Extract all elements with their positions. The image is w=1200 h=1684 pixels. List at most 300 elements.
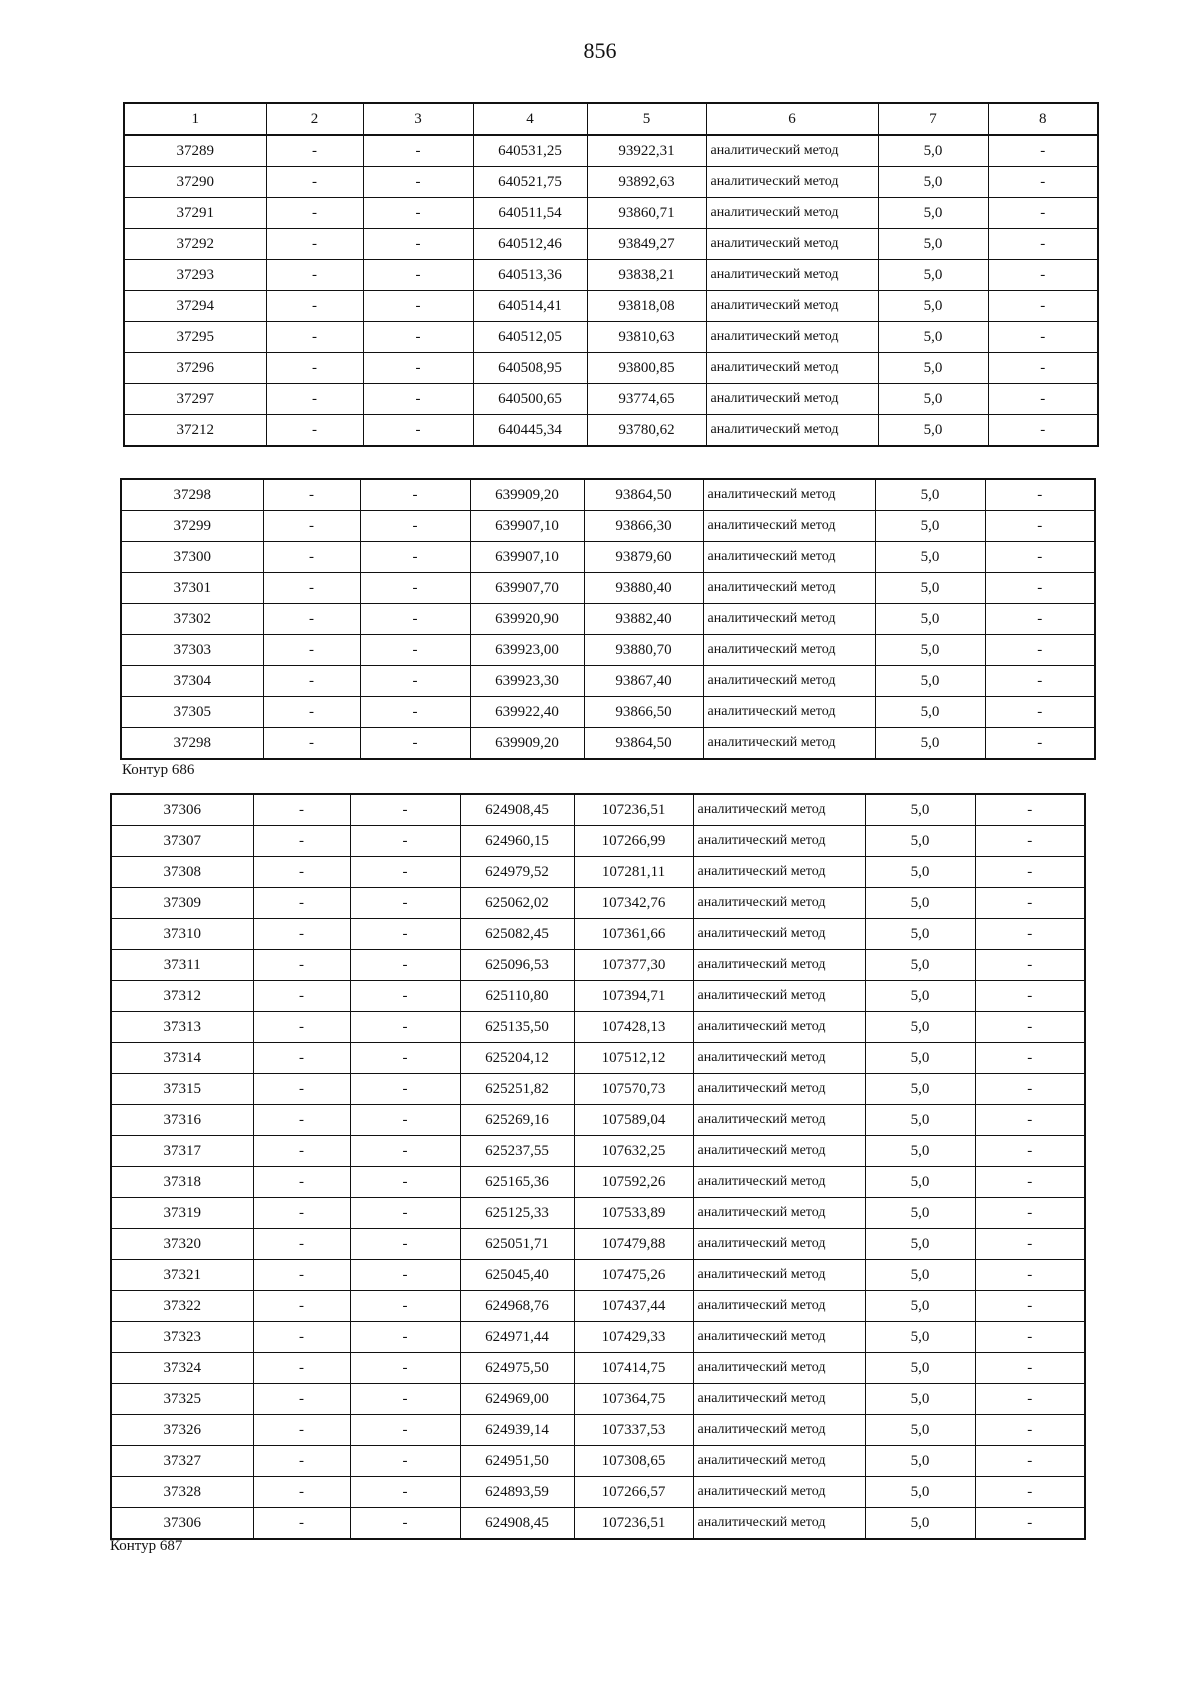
table-cell: 5,0 xyxy=(865,1198,975,1229)
table-cell: 37307 xyxy=(111,826,253,857)
method-cell: аналитический метод xyxy=(706,229,878,260)
contour-label: Контур 687 xyxy=(110,1538,183,1554)
table-cell: 37311 xyxy=(111,950,253,981)
table-cell: 5,0 xyxy=(865,981,975,1012)
table-cell: - xyxy=(975,1477,1085,1508)
method-cell: аналитический метод xyxy=(693,1508,865,1540)
table-row xyxy=(124,353,1098,384)
table-cell: 107337,53 xyxy=(574,1415,693,1446)
table-cell: 93860,71 xyxy=(587,198,706,229)
table-cell: 37298 xyxy=(121,728,263,760)
table-row xyxy=(111,1508,1085,1540)
table-cell: - xyxy=(253,1105,350,1136)
table-row xyxy=(124,384,1098,415)
table-cell: 37321 xyxy=(111,1260,253,1291)
table-cell: 5,0 xyxy=(875,697,985,728)
table-row xyxy=(121,697,1095,728)
table-cell: 93866,50 xyxy=(584,697,703,728)
table-cell: - xyxy=(975,1198,1085,1229)
table-row xyxy=(111,1012,1085,1043)
table-cell: 37294 xyxy=(124,291,266,322)
table-cell: 5,0 xyxy=(865,1012,975,1043)
table-cell: 640500,65 xyxy=(473,384,587,415)
table-cell: - xyxy=(363,135,473,167)
table-cell: 93922,31 xyxy=(587,135,706,167)
table-cell: - xyxy=(350,1105,460,1136)
table-cell: - xyxy=(975,826,1085,857)
table-row xyxy=(111,1167,1085,1198)
table-row xyxy=(111,1415,1085,1446)
table-row xyxy=(111,1105,1085,1136)
table-row xyxy=(111,826,1085,857)
table-cell: - xyxy=(350,1043,460,1074)
table-cell: - xyxy=(988,229,1098,260)
table-cell: 107570,73 xyxy=(574,1074,693,1105)
method-cell: аналитический метод xyxy=(693,888,865,919)
table-cell: - xyxy=(266,135,363,167)
header-cell: 8 xyxy=(988,103,1098,135)
table-row xyxy=(124,260,1098,291)
table-cell: 625125,33 xyxy=(460,1198,574,1229)
method-cell: аналитический метод xyxy=(706,198,878,229)
table-cell: 625165,36 xyxy=(460,1167,574,1198)
table-row xyxy=(111,1291,1085,1322)
table-cell: 5,0 xyxy=(865,888,975,919)
table-cell: - xyxy=(988,415,1098,447)
table-row xyxy=(121,573,1095,604)
table-cell: 640514,41 xyxy=(473,291,587,322)
table-row xyxy=(111,1136,1085,1167)
table-cell: - xyxy=(253,1074,350,1105)
table-cell: 37299 xyxy=(121,511,263,542)
table-cell: 37300 xyxy=(121,542,263,573)
table-cell: 625204,12 xyxy=(460,1043,574,1074)
method-cell: аналитический метод xyxy=(693,1012,865,1043)
table-cell: - xyxy=(253,1043,350,1074)
table-cell: 624975,50 xyxy=(460,1353,574,1384)
table-cell: 37325 xyxy=(111,1384,253,1415)
table-cell: - xyxy=(350,1384,460,1415)
table-cell: 37305 xyxy=(121,697,263,728)
table-cell: - xyxy=(350,1167,460,1198)
table-cell: - xyxy=(266,198,363,229)
table-cell: 107479,88 xyxy=(574,1229,693,1260)
table-cell: - xyxy=(266,229,363,260)
table-cell: 640513,36 xyxy=(473,260,587,291)
table-cell: - xyxy=(985,728,1095,760)
table-cell: 5,0 xyxy=(875,479,985,511)
table-cell: - xyxy=(975,1105,1085,1136)
header-cell: 5 xyxy=(587,103,706,135)
table-cell: - xyxy=(975,1136,1085,1167)
table-cell: 625269,16 xyxy=(460,1105,574,1136)
table-cell: 639907,10 xyxy=(470,542,584,573)
table-cell: 5,0 xyxy=(865,1291,975,1322)
table-cell: 37315 xyxy=(111,1074,253,1105)
table-cell: 5,0 xyxy=(875,604,985,635)
table-cell: - xyxy=(253,1415,350,1446)
table-cell: 640512,05 xyxy=(473,322,587,353)
table-cell: 93892,63 xyxy=(587,167,706,198)
table-cell: - xyxy=(360,604,470,635)
table-cell: - xyxy=(988,135,1098,167)
table-cell: - xyxy=(263,511,360,542)
table-cell: - xyxy=(985,479,1095,511)
table-cell: 5,0 xyxy=(865,1322,975,1353)
table-row xyxy=(124,198,1098,229)
table-cell: 625251,82 xyxy=(460,1074,574,1105)
method-cell: аналитический метод xyxy=(693,857,865,888)
table-cell: - xyxy=(263,666,360,697)
table-cell: 107377,30 xyxy=(574,950,693,981)
table-cell: 5,0 xyxy=(865,1229,975,1260)
method-cell: аналитический метод xyxy=(703,479,875,511)
table-cell: - xyxy=(253,1198,350,1229)
table-cell: 5,0 xyxy=(865,1105,975,1136)
table-cell: 5,0 xyxy=(865,950,975,981)
table-cell: - xyxy=(266,353,363,384)
table-cell: - xyxy=(263,542,360,573)
table-cell: 624908,45 xyxy=(460,794,574,826)
table-cell: 37291 xyxy=(124,198,266,229)
table-row xyxy=(124,415,1098,447)
table-cell: 5,0 xyxy=(865,826,975,857)
method-cell: аналитический метод xyxy=(703,604,875,635)
table-cell: 93864,50 xyxy=(584,479,703,511)
table-cell: 37316 xyxy=(111,1105,253,1136)
table-cell: - xyxy=(363,353,473,384)
table-row xyxy=(124,135,1098,167)
table-cell: - xyxy=(988,291,1098,322)
table-cell: - xyxy=(263,697,360,728)
method-cell: аналитический метод xyxy=(706,167,878,198)
table-cell: 5,0 xyxy=(865,1074,975,1105)
table-cell: 5,0 xyxy=(875,728,985,760)
table-cell: - xyxy=(360,666,470,697)
table-cell: - xyxy=(975,1012,1085,1043)
table-row xyxy=(111,1043,1085,1074)
method-cell: аналитический метод xyxy=(706,353,878,384)
table-cell: - xyxy=(253,1508,350,1540)
table-cell: - xyxy=(253,1167,350,1198)
table-cell: 107342,76 xyxy=(574,888,693,919)
table-cell: - xyxy=(350,1260,460,1291)
table-cell: 93838,21 xyxy=(587,260,706,291)
header-cell: 2 xyxy=(266,103,363,135)
header-cell: 1 xyxy=(124,103,266,135)
table-cell: - xyxy=(360,573,470,604)
table-cell: 639907,70 xyxy=(470,573,584,604)
table-cell: - xyxy=(988,384,1098,415)
table-cell: - xyxy=(975,1043,1085,1074)
table-cell: - xyxy=(253,888,350,919)
method-cell: аналитический метод xyxy=(703,697,875,728)
coordinates-table-3 xyxy=(110,793,1086,1540)
table-cell: - xyxy=(975,1353,1085,1384)
table-cell: - xyxy=(350,794,460,826)
table-row xyxy=(124,167,1098,198)
method-cell: аналитический метод xyxy=(693,1167,865,1198)
method-cell: аналитический метод xyxy=(706,384,878,415)
table-cell: 37298 xyxy=(121,479,263,511)
table-cell: 37313 xyxy=(111,1012,253,1043)
table-row xyxy=(111,1229,1085,1260)
table-cell: - xyxy=(360,479,470,511)
table-row xyxy=(121,542,1095,573)
method-cell: аналитический метод xyxy=(706,135,878,167)
table-cell: 107281,11 xyxy=(574,857,693,888)
table-cell: - xyxy=(253,950,350,981)
table-cell: 639909,20 xyxy=(470,728,584,760)
table-cell: 624939,14 xyxy=(460,1415,574,1446)
table-cell: 5,0 xyxy=(865,1477,975,1508)
table-cell: - xyxy=(363,167,473,198)
table-cell: 624968,76 xyxy=(460,1291,574,1322)
table-cell: 37290 xyxy=(124,167,266,198)
table-cell: - xyxy=(253,1291,350,1322)
table-cell: - xyxy=(975,1074,1085,1105)
table-cell: 5,0 xyxy=(865,857,975,888)
table-cell: - xyxy=(263,635,360,666)
table-cell: 640531,25 xyxy=(473,135,587,167)
table-row xyxy=(111,1477,1085,1508)
table-cell: - xyxy=(985,604,1095,635)
table-cell: - xyxy=(975,950,1085,981)
table-cell: - xyxy=(363,291,473,322)
table-cell: 93818,08 xyxy=(587,291,706,322)
table-cell: - xyxy=(363,322,473,353)
table-cell: - xyxy=(363,229,473,260)
method-cell: аналитический метод xyxy=(693,1074,865,1105)
method-cell: аналитический метод xyxy=(693,981,865,1012)
table-cell: - xyxy=(360,697,470,728)
table-row xyxy=(124,229,1098,260)
table-cell: 639922,40 xyxy=(470,697,584,728)
table-cell: 107632,25 xyxy=(574,1136,693,1167)
method-cell: аналитический метод xyxy=(693,1260,865,1291)
coordinates-table-1 xyxy=(123,102,1099,447)
table-cell: 37295 xyxy=(124,322,266,353)
table-cell: 37306 xyxy=(111,1508,253,1540)
table-row xyxy=(121,604,1095,635)
table-cell: - xyxy=(985,573,1095,604)
method-cell: аналитический метод xyxy=(693,1136,865,1167)
table-cell: 107533,89 xyxy=(574,1198,693,1229)
table-cell: - xyxy=(253,1353,350,1384)
table-cell: - xyxy=(985,666,1095,697)
method-cell: аналитический метод xyxy=(693,1384,865,1415)
method-cell: аналитический метод xyxy=(693,1415,865,1446)
table-cell: - xyxy=(988,198,1098,229)
header-cell: 7 xyxy=(878,103,988,135)
table-cell: - xyxy=(350,1291,460,1322)
table-cell: 624971,44 xyxy=(460,1322,574,1353)
table-cell: - xyxy=(350,1415,460,1446)
table-cell: 5,0 xyxy=(878,322,988,353)
header-cell: 3 xyxy=(363,103,473,135)
table-row xyxy=(124,322,1098,353)
table-cell: 5,0 xyxy=(878,353,988,384)
table-cell: 37320 xyxy=(111,1229,253,1260)
method-cell: аналитический метод xyxy=(703,635,875,666)
table-header-row xyxy=(124,103,1098,135)
table-cell: - xyxy=(266,415,363,447)
table-cell: 5,0 xyxy=(875,511,985,542)
table-cell: 5,0 xyxy=(875,573,985,604)
table-row xyxy=(124,291,1098,322)
table-cell: 37308 xyxy=(111,857,253,888)
table-cell: 107266,57 xyxy=(574,1477,693,1508)
method-cell: аналитический метод xyxy=(693,794,865,826)
table-cell: - xyxy=(975,857,1085,888)
method-cell: аналитический метод xyxy=(703,573,875,604)
table-cell: 5,0 xyxy=(878,384,988,415)
table-cell: 639907,10 xyxy=(470,511,584,542)
table-row xyxy=(111,794,1085,826)
table-cell: - xyxy=(253,1384,350,1415)
table-cell: 624979,52 xyxy=(460,857,574,888)
table-row xyxy=(121,666,1095,697)
table-cell: 37326 xyxy=(111,1415,253,1446)
table-row xyxy=(111,888,1085,919)
table-cell: 37318 xyxy=(111,1167,253,1198)
table-cell: 624893,59 xyxy=(460,1477,574,1508)
table-cell: 624969,00 xyxy=(460,1384,574,1415)
method-cell: аналитический метод xyxy=(706,291,878,322)
header-cell: 4 xyxy=(473,103,587,135)
table-cell: 107266,99 xyxy=(574,826,693,857)
table-cell: 640508,95 xyxy=(473,353,587,384)
table-cell: - xyxy=(253,826,350,857)
table-cell: 639920,90 xyxy=(470,604,584,635)
table-cell: - xyxy=(988,167,1098,198)
method-cell: аналитический метод xyxy=(703,728,875,760)
table-cell: 5,0 xyxy=(865,1415,975,1446)
table-cell: 37322 xyxy=(111,1291,253,1322)
table-cell: - xyxy=(263,604,360,635)
table-cell: - xyxy=(253,1229,350,1260)
method-cell: аналитический метод xyxy=(693,826,865,857)
table-cell: - xyxy=(975,1322,1085,1353)
table-cell: - xyxy=(350,1353,460,1384)
table-cell: 625135,50 xyxy=(460,1012,574,1043)
table-cell: 5,0 xyxy=(865,1446,975,1477)
method-cell: аналитический метод xyxy=(706,415,878,447)
table-cell: - xyxy=(350,919,460,950)
table-cell: 5,0 xyxy=(865,794,975,826)
table-cell: 5,0 xyxy=(878,291,988,322)
table-cell: 640445,34 xyxy=(473,415,587,447)
table-cell: 107429,33 xyxy=(574,1322,693,1353)
table-cell: 639909,20 xyxy=(470,479,584,511)
table-cell: 5,0 xyxy=(865,1353,975,1384)
table-cell: 37304 xyxy=(121,666,263,697)
table-cell: - xyxy=(253,1322,350,1353)
table-cell: 93880,40 xyxy=(584,573,703,604)
table-cell: 93880,70 xyxy=(584,635,703,666)
table-row xyxy=(111,1074,1085,1105)
table-cell: 93774,65 xyxy=(587,384,706,415)
table-cell: 5,0 xyxy=(865,1167,975,1198)
table-cell: 37303 xyxy=(121,635,263,666)
table-cell: 37212 xyxy=(124,415,266,447)
table-cell: - xyxy=(350,1198,460,1229)
table-cell: 5,0 xyxy=(878,260,988,291)
table-row xyxy=(111,857,1085,888)
table-cell: 107512,12 xyxy=(574,1043,693,1074)
table-row xyxy=(111,950,1085,981)
table-cell: - xyxy=(263,728,360,760)
table-cell: 93866,30 xyxy=(584,511,703,542)
table-cell: - xyxy=(975,981,1085,1012)
table-cell: - xyxy=(350,1446,460,1477)
table-cell: 37297 xyxy=(124,384,266,415)
method-cell: аналитический метод xyxy=(703,511,875,542)
table-cell: 625082,45 xyxy=(460,919,574,950)
coordinates-table-2 xyxy=(120,478,1096,760)
table-cell: 93810,63 xyxy=(587,322,706,353)
table-cell: - xyxy=(263,573,360,604)
table-cell: - xyxy=(975,1508,1085,1540)
table-cell: - xyxy=(266,384,363,415)
table-row xyxy=(121,635,1095,666)
table-cell: 5,0 xyxy=(865,1136,975,1167)
header-cell: 6 xyxy=(706,103,878,135)
method-cell: аналитический метод xyxy=(703,542,875,573)
table-cell: - xyxy=(350,1012,460,1043)
table-cell: - xyxy=(975,919,1085,950)
table-row xyxy=(111,1322,1085,1353)
table-cell: 107589,04 xyxy=(574,1105,693,1136)
table-cell: - xyxy=(360,511,470,542)
table-cell: - xyxy=(975,1384,1085,1415)
table-cell: 37319 xyxy=(111,1198,253,1229)
table-cell: 93867,40 xyxy=(584,666,703,697)
table-cell: 93800,85 xyxy=(587,353,706,384)
table-cell: 5,0 xyxy=(878,135,988,167)
table-cell: 93864,50 xyxy=(584,728,703,760)
table-cell: 107361,66 xyxy=(574,919,693,950)
table-cell: 93780,62 xyxy=(587,415,706,447)
table-cell: 625045,40 xyxy=(460,1260,574,1291)
table-cell: - xyxy=(266,322,363,353)
table-cell: - xyxy=(350,1508,460,1540)
table-cell: - xyxy=(253,1260,350,1291)
table-cell: 107414,75 xyxy=(574,1353,693,1384)
table-cell: - xyxy=(266,260,363,291)
table-cell: 37314 xyxy=(111,1043,253,1074)
table-cell: 5,0 xyxy=(865,1260,975,1291)
table-cell: - xyxy=(266,291,363,322)
table-row xyxy=(121,479,1095,511)
table-cell: 5,0 xyxy=(875,666,985,697)
table-cell: - xyxy=(253,1477,350,1508)
table-cell: 5,0 xyxy=(865,1043,975,1074)
table-cell: 37310 xyxy=(111,919,253,950)
table-cell: - xyxy=(253,1012,350,1043)
table-cell: - xyxy=(350,1322,460,1353)
table-cell: - xyxy=(253,981,350,1012)
table-cell: - xyxy=(266,167,363,198)
table-cell: 5,0 xyxy=(865,1508,975,1540)
method-cell: аналитический метод xyxy=(693,1043,865,1074)
table-cell: 107394,71 xyxy=(574,981,693,1012)
table-cell: - xyxy=(350,981,460,1012)
table-cell: 37296 xyxy=(124,353,266,384)
table-row xyxy=(111,1384,1085,1415)
table-cell: - xyxy=(350,826,460,857)
table-cell: - xyxy=(975,1229,1085,1260)
